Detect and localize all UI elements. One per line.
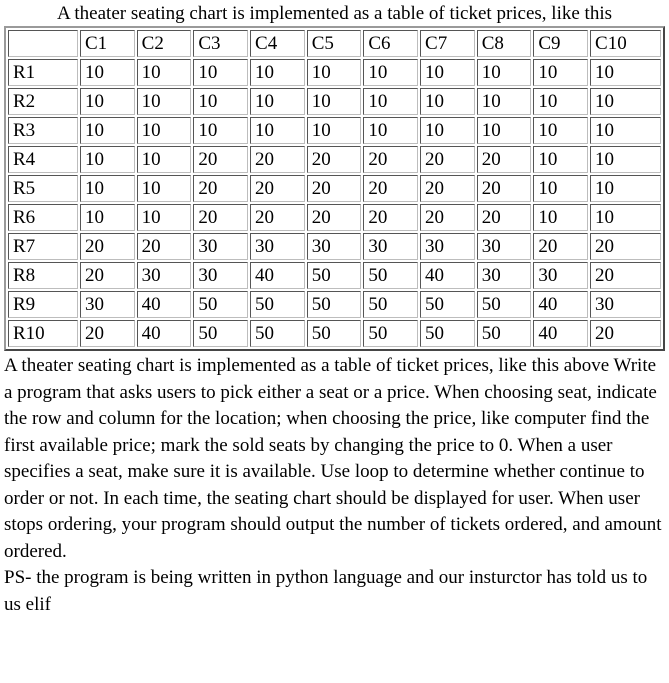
price-cell: 30 xyxy=(307,233,362,260)
price-cell: 10 xyxy=(80,204,135,231)
table-row xyxy=(8,291,661,318)
row-label-r4: R4 xyxy=(8,146,78,173)
price-cell: 40 xyxy=(533,291,588,318)
price-cell: 10 xyxy=(137,117,192,144)
price-cell: 10 xyxy=(307,88,362,115)
price-cell: 10 xyxy=(477,88,532,115)
price-cell: 50 xyxy=(363,262,418,289)
price-cell: 10 xyxy=(80,175,135,202)
price-cell: 10 xyxy=(590,59,661,86)
price-cell: 10 xyxy=(590,175,661,202)
price-cell: 20 xyxy=(137,233,192,260)
price-cell: 30 xyxy=(193,262,248,289)
table-row xyxy=(8,146,661,173)
seating-chart-body xyxy=(8,30,661,347)
price-cell: 10 xyxy=(137,59,192,86)
price-cell: 30 xyxy=(80,291,135,318)
price-cell: 20 xyxy=(250,146,305,173)
price-cell: 10 xyxy=(477,59,532,86)
seating-chart-table xyxy=(4,26,665,351)
price-cell: 20 xyxy=(80,262,135,289)
column-header-c2: C2 xyxy=(137,30,192,57)
column-header-c6: C6 xyxy=(363,30,418,57)
price-cell: 10 xyxy=(250,88,305,115)
price-cell: 50 xyxy=(420,291,475,318)
price-cell: 10 xyxy=(590,88,661,115)
price-cell: 20 xyxy=(590,233,661,260)
price-cell: 50 xyxy=(307,262,362,289)
price-cell: 20 xyxy=(193,204,248,231)
price-cell: 10 xyxy=(590,204,661,231)
row-label-r8: R8 xyxy=(8,262,78,289)
price-cell: 20 xyxy=(307,146,362,173)
column-header-c1: C1 xyxy=(80,30,135,57)
row-label-r9: R9 xyxy=(8,291,78,318)
table-caption: A theater seating chart is implemented as a table of ticket prices, like this xyxy=(56,3,613,24)
column-header-c4: C4 xyxy=(250,30,305,57)
row-label-r10: R10 xyxy=(8,320,78,347)
price-cell: 20 xyxy=(80,233,135,260)
price-cell: 20 xyxy=(363,146,418,173)
price-cell: 50 xyxy=(307,291,362,318)
price-cell: 30 xyxy=(363,233,418,260)
row-label-r3: R3 xyxy=(8,117,78,144)
price-cell: 10 xyxy=(193,59,248,86)
price-cell: 20 xyxy=(193,175,248,202)
price-cell: 10 xyxy=(420,88,475,115)
column-header-c8: C8 xyxy=(477,30,532,57)
price-cell: 10 xyxy=(307,59,362,86)
price-cell: 10 xyxy=(307,117,362,144)
price-cell: 50 xyxy=(363,320,418,347)
corner-cell xyxy=(8,30,78,57)
table-row xyxy=(8,320,661,347)
table-row xyxy=(8,88,661,115)
price-cell: 50 xyxy=(193,291,248,318)
price-cell: 10 xyxy=(363,117,418,144)
question-note: PS- the program is being written in python language and our insturctor has told us to us elif xyxy=(4,567,648,615)
row-label-r2: R2 xyxy=(8,88,78,115)
price-cell: 20 xyxy=(477,146,532,173)
price-cell: 30 xyxy=(250,233,305,260)
price-cell: 20 xyxy=(533,233,588,260)
price-cell: 30 xyxy=(137,262,192,289)
price-cell: 10 xyxy=(80,59,135,86)
price-cell: 10 xyxy=(80,117,135,144)
price-cell: 50 xyxy=(250,320,305,347)
price-cell: 20 xyxy=(307,204,362,231)
price-cell: 30 xyxy=(420,233,475,260)
price-cell: 10 xyxy=(533,204,588,231)
price-cell: 50 xyxy=(250,291,305,318)
table-row xyxy=(8,204,661,231)
price-cell: 50 xyxy=(363,291,418,318)
price-cell: 10 xyxy=(250,117,305,144)
row-label-r6: R6 xyxy=(8,204,78,231)
price-cell: 30 xyxy=(193,233,248,260)
price-cell: 40 xyxy=(420,262,475,289)
table-row xyxy=(8,233,661,260)
price-cell: 20 xyxy=(307,175,362,202)
price-cell: 20 xyxy=(420,175,475,202)
price-cell: 10 xyxy=(193,88,248,115)
price-cell: 20 xyxy=(590,320,661,347)
price-cell: 40 xyxy=(137,291,192,318)
price-cell: 20 xyxy=(477,175,532,202)
price-cell: 20 xyxy=(363,204,418,231)
price-cell: 20 xyxy=(420,146,475,173)
column-header-c9: C9 xyxy=(533,30,588,57)
column-header-c3: C3 xyxy=(193,30,248,57)
price-cell: 20 xyxy=(193,146,248,173)
price-cell: 20 xyxy=(363,175,418,202)
column-header-c10: C10 xyxy=(590,30,661,57)
price-cell: 10 xyxy=(420,117,475,144)
price-cell: 40 xyxy=(250,262,305,289)
price-cell: 10 xyxy=(80,146,135,173)
price-cell: 10 xyxy=(137,175,192,202)
table-row xyxy=(8,175,661,202)
price-cell: 10 xyxy=(533,88,588,115)
price-cell: 10 xyxy=(533,117,588,144)
price-cell: 50 xyxy=(193,320,248,347)
price-cell: 30 xyxy=(590,291,661,318)
price-cell: 20 xyxy=(590,262,661,289)
price-cell: 20 xyxy=(420,204,475,231)
price-cell: 50 xyxy=(477,320,532,347)
price-cell: 10 xyxy=(80,88,135,115)
price-cell: 20 xyxy=(80,320,135,347)
row-label-r5: R5 xyxy=(8,175,78,202)
price-cell: 50 xyxy=(477,291,532,318)
price-cell: 10 xyxy=(590,146,661,173)
price-cell: 10 xyxy=(137,88,192,115)
price-cell: 10 xyxy=(533,146,588,173)
price-cell: 50 xyxy=(307,320,362,347)
price-cell: 20 xyxy=(250,175,305,202)
question-text xyxy=(4,353,664,618)
price-cell: 10 xyxy=(137,204,192,231)
price-cell: 30 xyxy=(533,262,588,289)
table-row xyxy=(8,117,661,144)
price-cell: 30 xyxy=(477,262,532,289)
price-cell: 10 xyxy=(533,175,588,202)
row-label-r7: R7 xyxy=(8,233,78,260)
price-cell: 30 xyxy=(477,233,532,260)
header-row xyxy=(8,30,661,57)
price-cell: 10 xyxy=(533,59,588,86)
price-cell: 20 xyxy=(250,204,305,231)
row-label-r1: R1 xyxy=(8,59,78,86)
price-cell: 10 xyxy=(590,117,661,144)
price-cell: 10 xyxy=(363,59,418,86)
price-cell: 10 xyxy=(193,117,248,144)
price-cell: 10 xyxy=(477,117,532,144)
price-cell: 10 xyxy=(137,146,192,173)
table-row xyxy=(8,262,661,289)
price-cell: 20 xyxy=(477,204,532,231)
price-cell: 40 xyxy=(533,320,588,347)
price-cell: 10 xyxy=(250,59,305,86)
price-cell: 50 xyxy=(420,320,475,347)
price-cell: 10 xyxy=(363,88,418,115)
column-header-c5: C5 xyxy=(307,30,362,57)
column-header-c7: C7 xyxy=(420,30,475,57)
price-cell: 10 xyxy=(420,59,475,86)
price-cell: 40 xyxy=(137,320,192,347)
table-row xyxy=(8,59,661,86)
question-paragraph: A theater seating chart is implemented as a table of ticket prices, like this above Write a program that asks users to pick either a seat or a price. When choosing seat, indicate the row and column for the location; when choosing the price, like computer find the first available price; mark the sold seats by changing the price to 0. When a user specifies a seat, make sure it is available. Use loop to determine whether continue to order or not. In each time, the seating chart should be displayed for user. When user stops ordering, your program should output the number of tickets ordered, and amount ordered. xyxy=(4,355,662,562)
